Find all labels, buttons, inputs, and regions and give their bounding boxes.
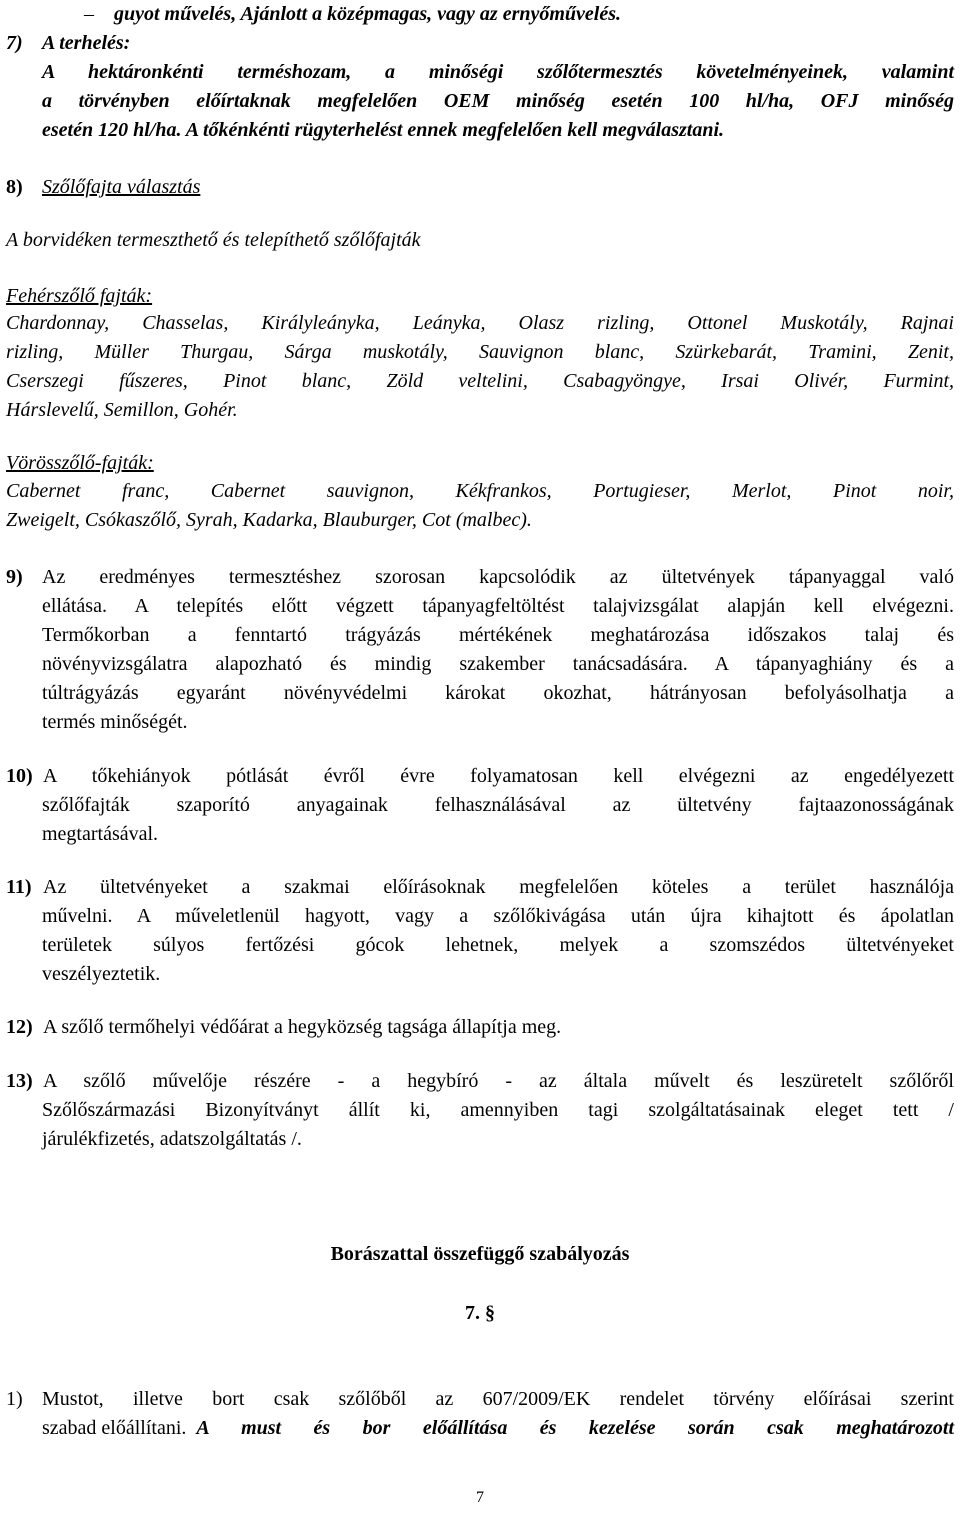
item13-section	[6, 1067, 954, 1154]
item13-number: 13)	[6, 1070, 33, 1092]
white-line-3: Cserszegi fűszeres, Pinot blanc, Zöld veltelini, Csabagyöngye, Irsai Olivér, Furmint,	[6, 370, 954, 392]
item10-line-3: megtartásával.	[42, 823, 159, 845]
rule1-section	[6, 1385, 954, 1443]
white-line-4: Hárslevelű, Semillon, Gohér.	[6, 399, 238, 421]
rule1-line-1-text: Mustot, illetve bort csak szőlőből az 607/2009/EK rendelet törvény előírásai szerint	[42, 1388, 954, 1410]
rule1-line-2-emph: A must és bor előállítása és kezelése során csak meghatározott	[196, 1417, 954, 1439]
item9-line-5: túltrágyázás egyaránt növényvédelmi károkat okozhat, hátrányosan befolyásolhatja a	[42, 682, 954, 704]
item10-line-1-text: A tőkehiányok pótlását évről évre folyamatosan kell elvégezni az engedélyezett	[43, 765, 954, 787]
item13-line-2: Szőlőszármazási Bizonyítványt állít ki, amennyiben tagi szolgáltatásainak eleget tett /	[42, 1099, 954, 1121]
item9-line-1-text: Az eredményes termesztéshez szorosan kapcsolódik az ültetvények tápanyaggal való	[42, 566, 954, 588]
item11-line-1	[6, 873, 954, 902]
item13-line-1-text: A szőlő művelője részére - a hegybíró - az általa művelt és leszüretelt szőlőről	[43, 1070, 954, 1092]
item7-section	[6, 29, 954, 145]
rule1-line-1	[6, 1385, 954, 1414]
rule1-line-2-normal: szabad előállítani.	[42, 1417, 187, 1439]
rule1-line-2	[6, 1414, 954, 1443]
dash-mark: –	[84, 3, 94, 25]
item12-text: A szőlő termőhelyi védőárat a hegyközség tagsága állapítja meg.	[43, 1016, 562, 1038]
item7-heading	[6, 29, 954, 58]
item10-line-1	[6, 762, 954, 791]
item8-title: Szőlőfajta választás	[42, 176, 201, 198]
item7-number: 7)	[6, 32, 23, 54]
item9-line-6: termés minőségét.	[42, 711, 188, 733]
item8-section	[6, 173, 954, 202]
item11-line-2: művelni. A műveletlenül hagyott, vagy a szőlőkivágása után újra kihajtott és ápolatlan	[42, 905, 954, 927]
item13-line-3: járulékfizetés, adatszolgáltatás /.	[42, 1128, 302, 1150]
item8-number: 8)	[6, 176, 23, 198]
item7-line-2: a törvényben előírtaknak megfelelően OEM minőség esetén 100 hl/ha, OFJ minőség	[42, 90, 954, 112]
item13-line-1	[6, 1067, 954, 1096]
item10-line-2: szőlőfajták szaporító anyagainak felhasználásával az ültetvény fajtaazonosságának	[42, 794, 954, 816]
item11-line-1-text: Az ültetvényeket a szakmai előírásoknak megfelelően köteles a terület használója	[43, 876, 954, 898]
item9-line-3: Termőkorban a fenntartó trágyázás mértékének meghatározása időszakos talaj és	[42, 624, 954, 646]
red-varieties-list	[6, 477, 954, 535]
item12-number: 12)	[6, 1016, 33, 1038]
rule1-number: 1)	[6, 1388, 23, 1410]
item11-section	[6, 873, 954, 989]
item10-section	[6, 762, 954, 849]
item6-text: guyot művelés, Ajánlott a középmagas, vagy az ernyőművelés.	[114, 3, 622, 25]
page-number: 7	[476, 1489, 484, 1506]
item9-section	[6, 563, 954, 737]
white-line-2: rizling, Müller Thurgau, Sárga muskotály, Sauvignon blanc, Szürkebarát, Tramini, Zenit,	[6, 341, 954, 363]
white-varieties-label: Fehérszőlő fajták:	[6, 285, 153, 307]
item10-number: 10)	[6, 765, 33, 787]
item8-subtitle: A borvidéken termeszthető és telepíthető szőlőfajták	[6, 229, 421, 251]
item7-line-1: A hektáronkénti terméshozam, a minőségi szőlőtermesztés követelményeinek, valamint	[42, 61, 954, 83]
item11-line-3: területek súlyos fertőzési gócok lehetnek, melyek a szomszédos ültetvényeket	[42, 934, 954, 956]
item8-heading	[6, 173, 954, 202]
item11-number: 11)	[6, 876, 32, 898]
item9-number: 9)	[6, 566, 23, 588]
item9-line-1	[6, 563, 954, 592]
item7-title: A terhelés:	[42, 32, 131, 54]
section-heading: Borászattal összefüggő szabályozás	[330, 1243, 630, 1265]
paragraph-number: 7. §	[465, 1302, 495, 1324]
red-varieties-label: Vörösszőlő-fajták:	[6, 452, 154, 474]
red-line-2: Zweigelt, Csókaszőlő, Syrah, Kadarka, Blauburger, Cot (malbec).	[6, 509, 532, 531]
item9-line-4: növényvizsgálatra alapozható és mindig szakember tanácsadására. A tápanyaghiány és a	[42, 653, 954, 675]
item6-continuation	[6, 0, 954, 29]
item11-line-4: veszélyeztetik.	[42, 963, 161, 985]
item12-section	[6, 1013, 954, 1042]
item7-line-3-extra: A tőkénkénti rügyterhelést ennek megfelelően kell megválasztani.	[185, 119, 725, 141]
item7-line-3-text: esetén 120 hl/ha.	[42, 119, 182, 141]
item9-line-2: ellátása. A telepítés előtt végzett tápanyagfeltöltést talajvizsgálat alapján kell elvégezni.	[42, 595, 954, 617]
red-line-1: Cabernet franc, Cabernet sauvignon, Kékfrankos, Portugieser, Merlot, Pinot noir,	[6, 480, 954, 502]
white-line-1: Chardonnay, Chasselas, Királyleányka, Leányka, Olasz rizling, Ottonel Muskotály, Rajnai	[6, 312, 954, 334]
white-varieties-list	[6, 309, 954, 425]
item7-line-3	[6, 116, 954, 145]
